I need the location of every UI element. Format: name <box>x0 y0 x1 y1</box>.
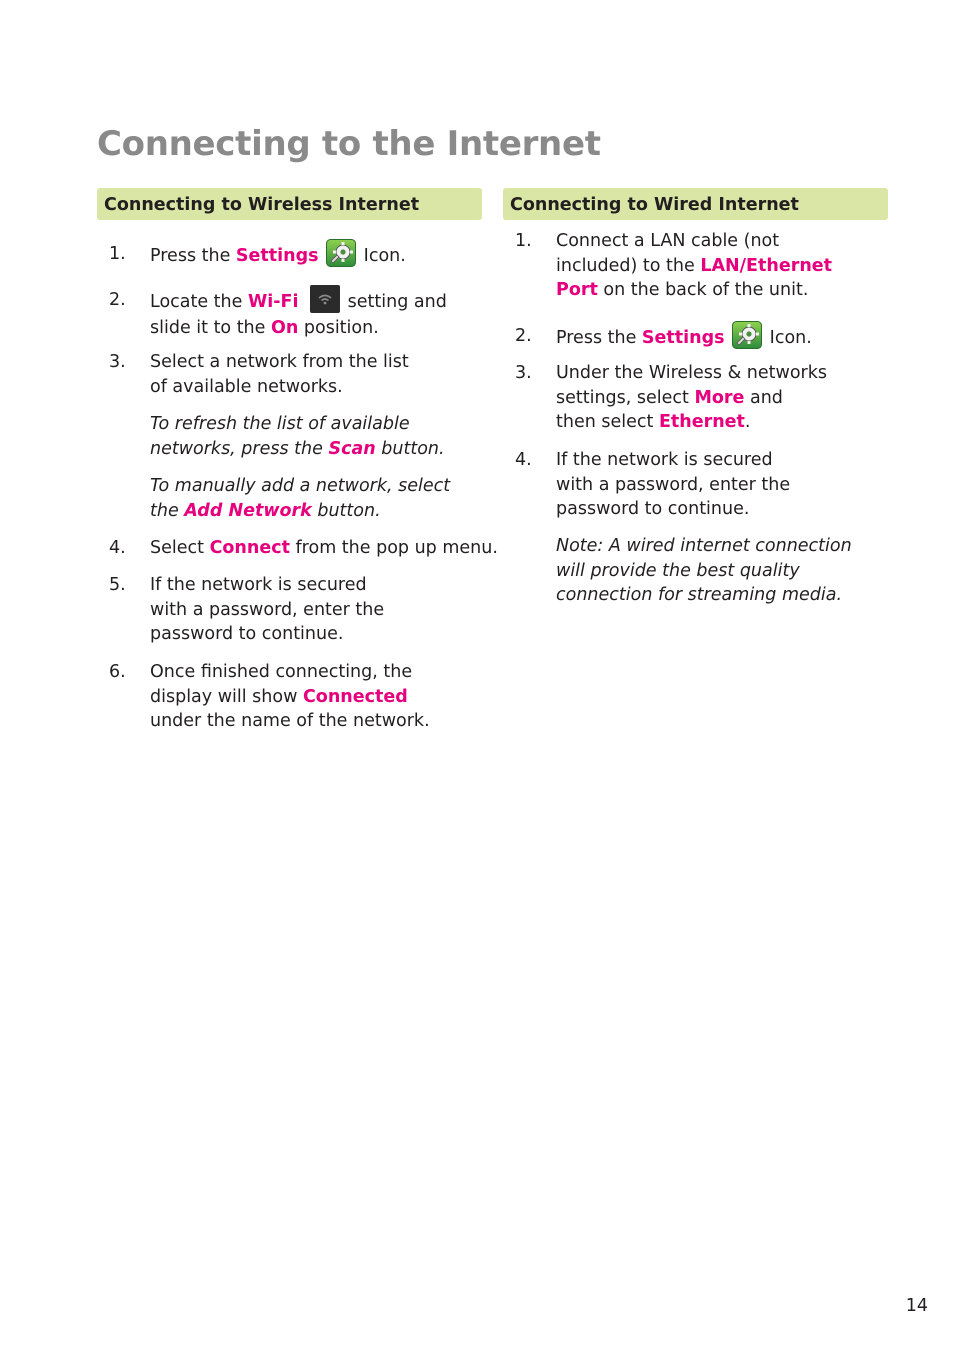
step-text: Select a network from the list of available networks. <box>150 352 409 397</box>
settings-label: Settings <box>235 246 319 266</box>
wired-heading: Connecting to Wired Internet <box>503 188 888 220</box>
step-number: 6. <box>109 662 126 682</box>
lan-ethernet-label: LAN/Ethernet <box>700 255 833 276</box>
step-number: 2. <box>109 290 126 310</box>
step-text: Locate the Wi-Fi setting and slide it to the On position. <box>150 288 447 341</box>
wifi-label: Wi-Fi <box>247 292 299 312</box>
port-label: Port <box>556 280 598 300</box>
step-text: Press the Settings Icon. <box>556 324 812 352</box>
ethernet-label: Ethernet <box>658 412 745 432</box>
wireless-section <box>97 188 498 731</box>
wifi-icon <box>310 285 340 313</box>
step-text: Select Connect from the pop up menu. <box>150 538 498 558</box>
step-number: 4. <box>515 450 532 470</box>
wireless-note-add: To manually add a network, select the Add Network button. <box>150 476 451 521</box>
step-number: 3. <box>515 363 532 383</box>
step-text: Press the Settings Icon. <box>150 242 406 270</box>
connect-label: Connect <box>209 538 290 558</box>
on-label: On <box>270 318 299 338</box>
step-text: Connect a LAN cable (not included) to the LAN/Ethernet Port on the back of the unit. <box>556 231 833 300</box>
step-number: 1. <box>109 244 126 264</box>
step-number: 2. <box>515 326 532 346</box>
settings-label: Settings <box>641 328 725 348</box>
settings-gear-icon <box>732 321 762 349</box>
step-text: If the network is secured with a password, enter the password to continue. <box>556 450 791 519</box>
connected-label: Connected <box>302 686 408 707</box>
step-text: Under the Wireless & networks settings, select More and then select Ethernet. <box>556 363 827 432</box>
step-number: 5. <box>109 575 126 595</box>
settings-gear-icon <box>326 239 356 267</box>
add-network-label: Add Network <box>184 500 312 521</box>
page-title: Connecting to the Internet <box>97 124 601 164</box>
wired-note: Note: A wired internet connection will provide the best quality connection for streaming media. <box>556 536 852 605</box>
step-number: 4. <box>109 538 126 558</box>
more-label: More <box>694 387 745 408</box>
step-text: If the network is secured with a password, enter the password to continue. <box>150 575 385 644</box>
wireless-heading: Connecting to Wireless Internet <box>97 188 482 220</box>
wireless-note-refresh: To refresh the list of available networks, press the Scan button. <box>150 414 445 459</box>
step-number: 3. <box>109 352 126 372</box>
step-number: 1. <box>515 231 532 251</box>
step-text: Once finished connecting, the display will show Connected under the name of the network. <box>150 662 430 731</box>
page-number: 14 <box>905 1296 928 1316</box>
scan-label: Scan <box>328 438 376 459</box>
wired-section <box>503 188 888 605</box>
